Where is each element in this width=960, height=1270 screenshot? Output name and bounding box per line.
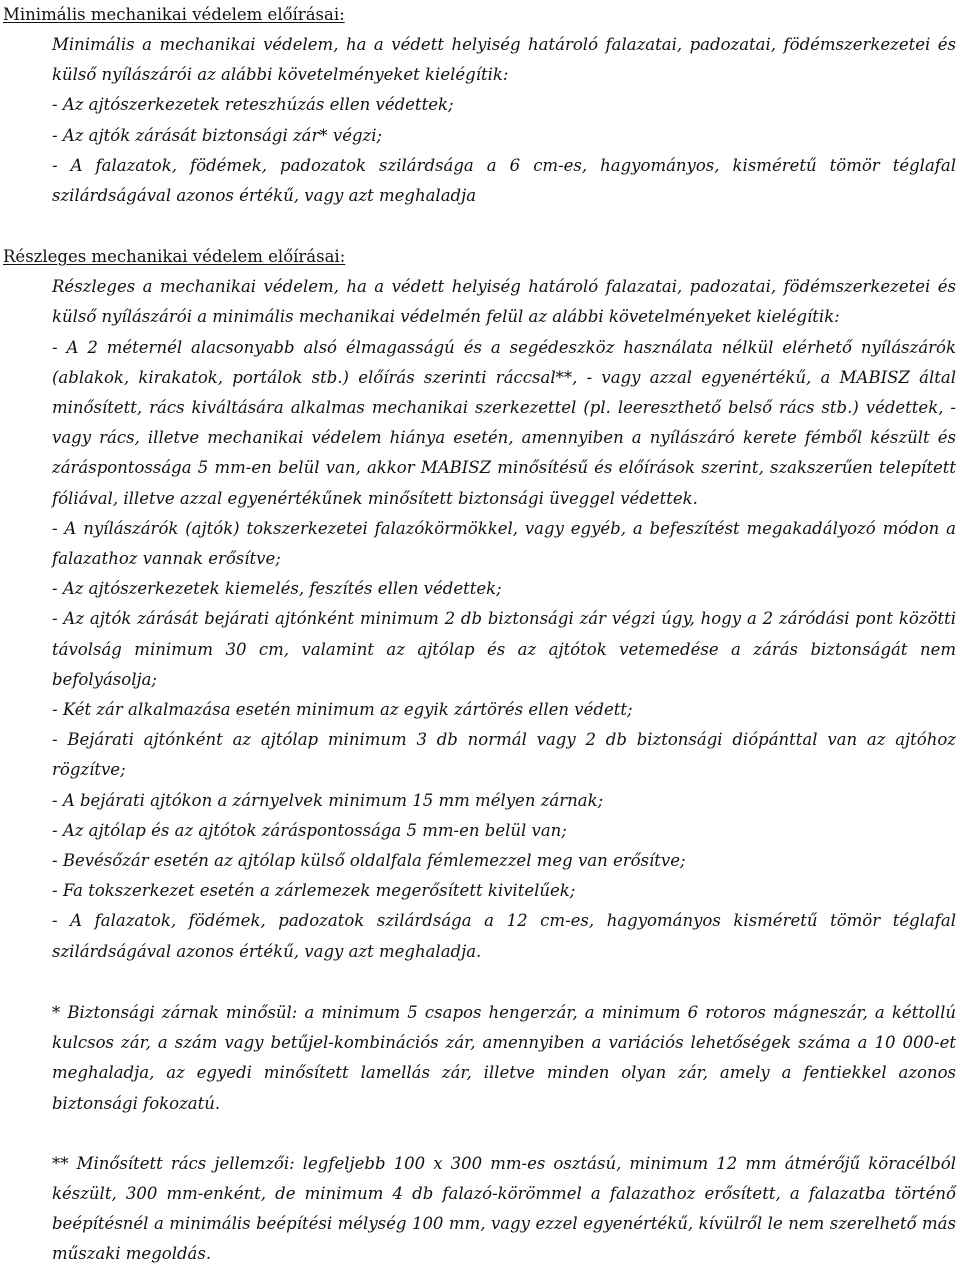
partial-item-lift-protection: - Az ajtószerkezetek kiemelés, feszítés ellen védettek; [52,579,502,599]
minimal-item-bolt: - Az ajtószerkezetek reteszhúzás ellen védettek; [52,95,454,115]
partial-protection-section [0,242,960,967]
spacer [0,967,960,998]
spacer [0,1119,960,1149]
partial-item-frames: - A nyílászárók (ajtók) tokszerkezetei falazókörmökkel, vagy egyéb, a befeszítést megakadályozó módon a falazathoz vannak erősítve; [52,518,956,569]
spacer [0,211,960,242]
partial-protection-heading: Részleges mechanikai védelem előírásai: [3,247,346,267]
partial-item-two-locks: - Az ajtók zárását bejárati ajtónként minimum 2 db biztonsági zár végzi úgy, hogy a 2 záródási pont közötti távolság minimum 30 cm, valamint az ajtólap és az ajtótok vetemedése a zárás biztonságát nem befolyásolja; [52,609,956,689]
footnote-certified-grille: ** Minősített rács jellemzői: legfeljebb 100 x 300 mm-es osztású, minimum 12 mm átmérőjű köracélból készült, 300 mm-enként, de minimum 4 db falazó-körömmel a falazathoz erősített, a falazatba történő beépítésnél a minimális beépítési mélység 100 mm, vagy ezzel egyenértékű, kívülről le nem szerelhető más műszaki megoldás. [52,1153,956,1264]
partial-item-precision: - Az ajtólap és az ajtótok záráspontossága 5 mm-en belül van; [52,820,567,840]
partial-item-mortise-lock: - Bevésőzár esetén az ajtólap külső oldalfala fémlemezzel meg van erősítve; [52,851,686,871]
partial-item-wall-strength: - A falazatok, födémek, padozatok szilárdsága a 12 cm-es, hagyományos kisméretű tömör téglafal szilárdságával azonos értékű, vagy azt meghaladja. [52,911,956,961]
partial-item-hinges: - Bejárati ajtónként az ajtólap minimum 3 db normál vagy 2 db biztonsági diópánttal van az ajtóhoz rögzítve; [52,730,956,780]
partial-item-bolt-depth: - A bejárati ajtókon a zárnyelvek minimum 15 mm mélyen zárnak; [52,790,604,810]
partial-item-wood-frame: - Fa tokszerkezet esetén a zárlemezek megerősített kivitelűek; [52,881,576,901]
partial-protection-intro: Részleges a mechanikai védelem, ha a védett helyiség határoló falazatai, padozatai, födémszerkezetei és külső nyílászárói a minimális mechanikai védelmén felül az alábbi követelményeket kielégítik: [52,277,956,327]
footnote-security-lock: * Biztonsági zárnak minősül: a minimum 5 csapos hengerzár, a minimum 6 rotoros mágneszár, a kéttollú kulcsos zár, a szám vagy betűjel-kombinációs zár, amennyiben a variációs lehetőségek száma a 10 000-et meghaladja, az egyedi minősített lamellás zár, illetve minden olyan zár, amely a fentiekkel azonos biztonsági fokozatú. [52,1002,956,1113]
minimal-item-security-lock: - Az ajtók zárását biztonsági zár* végzi; [52,125,383,145]
minimal-protection-heading: Minimális mechanikai védelem előírásai: [3,5,345,24]
partial-item-break-resistant: - Két zár alkalmazása esetén minimum az egyik zártörés ellen védett; [52,700,633,720]
minimal-protection-section [0,0,960,211]
minimal-protection-intro: Minimális a mechanikai védelem, ha a védett helyiség határoló falazatai, padozatai, födémszerkezetei és külső nyílászárói az alábbi követelményeket kielégítik: [52,35,956,85]
partial-item-windows: - A 2 méternél alacsonyabb alsó élmagasságú és a segédeszköz használata nélkül elérhető nyílászárók (ablakok, kirakatok, portálok stb.) előírás szerinti ráccsal**, - vagy azzal egyenértékű, a MABISZ által minősített, rács kiváltására alkalmas mechanikai szerkezettel (pl. leereszthető belső rács stb.) védettek, - vagy rács, illetve mechanikai védelem hiánya esetén, amennyiben a nyílászáró kerete fémből készült és záráspontossága 5 mm-en belül van, akkor MABISZ minősítésű és előírások szerint, szakszerűen telepített fóliával, illetve azzal egyenértékűnek minősített biztonsági üveggel védettek. [52,337,956,508]
minimal-item-wall-strength: - A falazatok, födémek, padozatok szilárdsága a 6 cm-es, hagyományos, kisméretű tömör téglafal szilárdságával azonos értékű, vagy azt meghaladja [52,155,956,206]
